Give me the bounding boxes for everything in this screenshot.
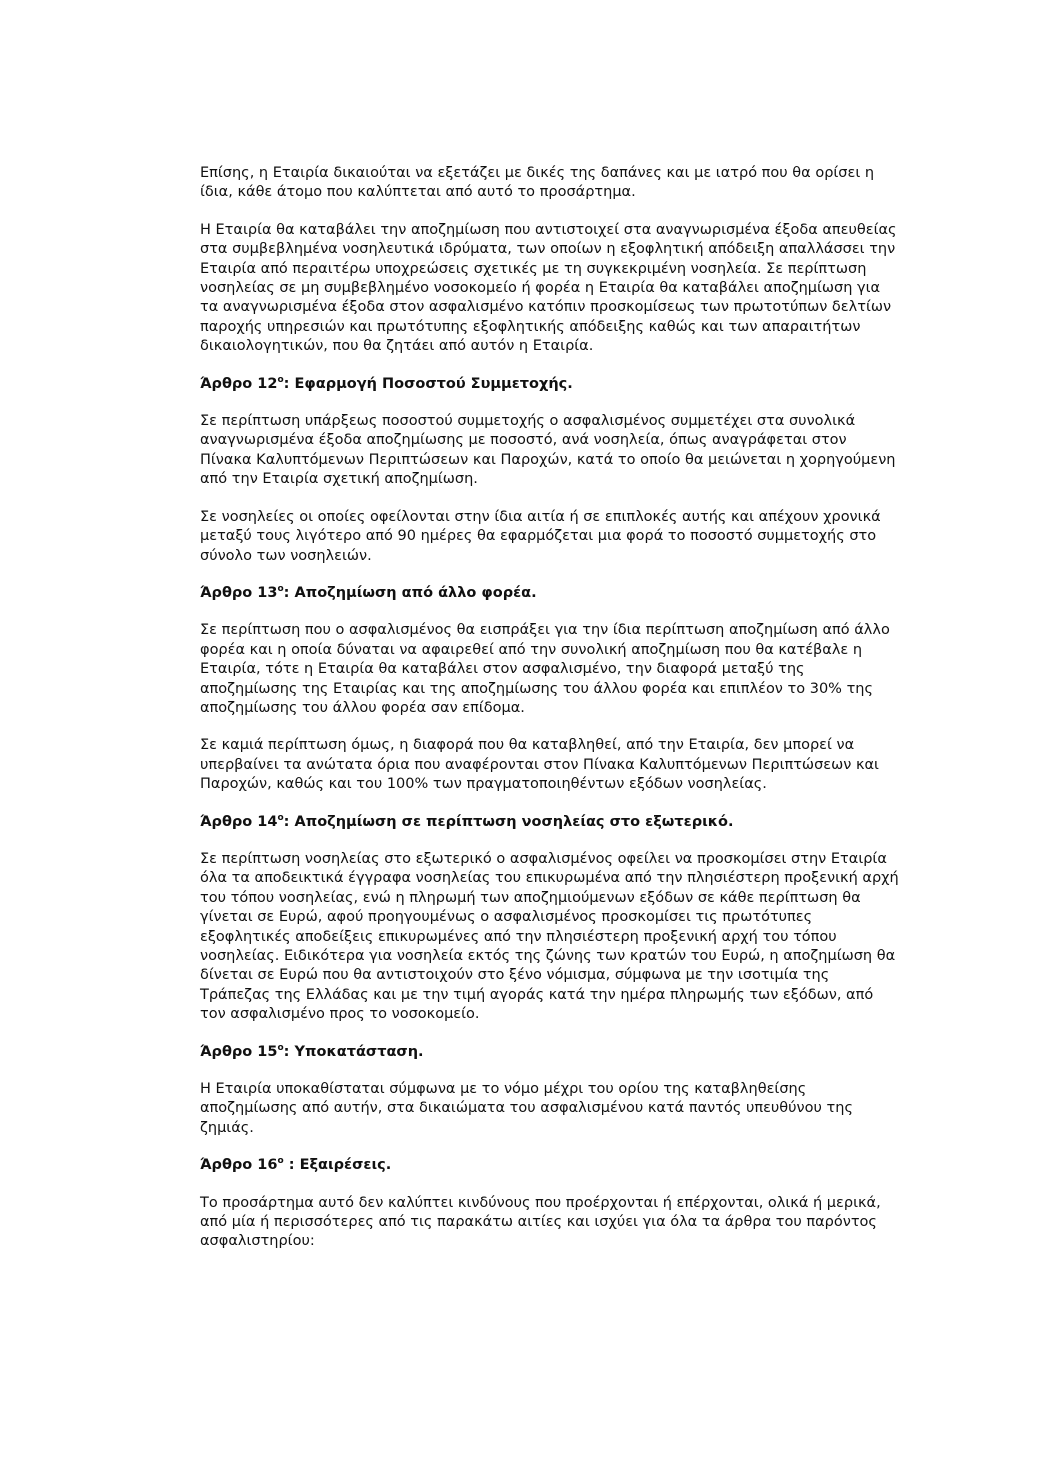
paragraph-exclusions: Το προσάρτημα αυτό δεν καλύπτει κινδύνους που προέρχονται ή επέρχονται, ολικά ή μερικά, από μία ή περισσότερες από τις παρακάτω αιτίες και ισχύει για όλα τα άρθρα του παρόντος ασφαλιστηρίου: bbox=[200, 1194, 881, 1250]
paragraph-other-carrier-compensation: Σε περίπτωση που ο ασφαλισμένος θα εισπράξει για την ίδια περίπτωση αποζημίωση από άλλο φορέα και η οποία δύναται να αφαιρεθεί από την συνολική αποζημίωση που θα κατέβαλε η Εταιρία, τότε η Εταιρία θα καταβάλει στον ασφαλισμένο, την διαφορά μεταξύ της αποζημίωσης της Εταιρίας και της αποζημίωσης του άλλου φορέα και επιπλέον το 30% της αποζημίωσης του άλλου φορέα σαν επίδομα. bbox=[200, 622, 890, 716]
heading-article-16-prefix: Άρθρο 16 bbox=[200, 1157, 278, 1174]
heading-article-12-suffix: : Εφαρμογή Ποσοστού Συμμετοχής. bbox=[283, 375, 573, 392]
paragraph-compensation-limits: Σε καμιά περίπτωση όμως, η διαφορά που θα καταβληθεί, από την Εταιρία, δεν μπορεί να υπερβαίνει τα ανώτατα όρια που αναφέρονται στον Πίνακα Καλυπτόμενων Περιπτώσεων και Παροχών, καθώς και του 100% των πραγματοποιηθέντων εξόδων νοσηλείας. bbox=[200, 737, 879, 793]
heading-article-14-sup: ο bbox=[277, 812, 284, 823]
paragraph-company-examination: Επίσης, η Εταιρία δικαιούται να εξετάζει με δικές της δαπάνες και με ιατρό που θα ορίσει η ίδια, κάθε άτομο που καλύπτεται από αυτό το προσάρτημα. bbox=[200, 165, 875, 201]
paragraph-direct-payment: Η Εταιρία θα καταβάλει την αποζημίωση που αντιστοιχεί στα αναγνωρισμένα έξοδα απευθείας στα συμβεβλημένα νοσηλευτικά ιδρύματα, των οποίων η εξοφλητική απόδειξη απαλλάσσει την Εταιρία από περαιτέρω υποχρεώσεις σχετικές με τη συγκεκριμένη νοσηλεία. Σε περίπτωση νοσηλείας σε μη συμβεβλημένο νοσοκομείο ή φορέα η Εταιρία θα καταβάλει αποζημίωση για τα αναγνωρισμένα έξοδα στον ασφαλισμένο κατόπιν προσκομίσεως των πρωτοτύπων δελτίων παροχής υπηρεσιών και πρωτότυπης εξοφλητικής απόδειξης καθώς και των απαραιτήτων δικαιολογητικών, που θα ζητάει από αυτόν η Εταιρία. bbox=[200, 221, 897, 355]
heading-article-12-prefix: Άρθρο 12 bbox=[200, 375, 278, 392]
heading-article-14 bbox=[200, 813, 900, 832]
paragraph-repeat-hospitalization: Σε νοσηλείες οι οποίες οφείλονται στην ίδια αιτία ή σε επιπλοκές αυτής και απέχουν χρονικά μεταξύ τους λιγότερο από 90 ημέρες θα εφαρμόζεται μια φορά το ποσοστό συμμετοχής στο σύνολο των νοσηλειών. bbox=[200, 508, 881, 564]
heading-article-16-suffix: : Εξαιρέσεις. bbox=[283, 1157, 392, 1174]
heading-article-12-sup: ο bbox=[277, 374, 284, 385]
document-body bbox=[200, 164, 900, 1270]
heading-article-15-prefix: Άρθρο 15 bbox=[200, 1043, 278, 1060]
heading-article-14-suffix: : Αποζημίωση σε περίπτωση νοσηλείας στο εξωτερικό. bbox=[283, 813, 734, 830]
heading-article-13-sup: ο bbox=[277, 584, 284, 595]
paragraph-subrogation: Η Εταιρία υποκαθίσταται σύμφωνα με το νόμο μέχρι του ορίου της καταβληθείσης αποζημίωσης από αυτήν, στα δικαιώματα του ασφαλισμένου κατά παντός υπευθύνου της ζημιάς. bbox=[200, 1081, 853, 1136]
paragraph-abroad-hospitalization: Σε περίπτωση νοσηλείας στο εξωτερικό ο ασφαλισμένος οφείλει να προσκομίσει στην Εταιρία όλα τα αποδεικτικά έγγραφα νοσηλείας του επικυρωμένα από την πλησιέστερη προξενική αρχή του τόπου νοσηλείας, ενώ η πληρωμή των αποζημιούμενων εξόδων σε κάθε περίπτωση θα γίνεται σε Ευρώ, αφού προηγουμένως ο ασφαλισμένος προσκομίσει τις πρωτότυπες εξοφλητικές αποδείξεις επικυρωμένες από την πλησιέστερη προξενική αρχή του τόπου νοσηλείας. Ειδικότερα για νοσηλεία εκτός της ζώνης των κρατών του Ευρώ, η αποζημίωση θα δίνεται σε Ευρώ που θα αντιστοιχούν στο ξένο νόμισμα, σύμφωνα με την ισοτιμία της Τράπεζας της Ελλάδας και με την τιμή αγοράς κατά την ημέρα πληρωμής των εξόδων, από τον ασφαλισμένο προς το νοσοκομείο. bbox=[200, 850, 899, 1023]
heading-article-13 bbox=[200, 584, 900, 603]
heading-article-13-prefix: Άρθρο 13 bbox=[200, 584, 278, 601]
heading-article-13-suffix: : Αποζημίωση από άλλο φορέα. bbox=[283, 584, 537, 601]
paragraph-participation-percentage: Σε περίπτωση υπάρξεως ποσοστού συμμετοχής ο ασφαλισμένος συμμετέχει στα συνολικά αναγνωρισμένα έξοδα αποζημίωσης με ποσοστό, ανά νοσηλεία, όπως αναγράφεται στον Πίνακα Καλυπτόμενων Περιπτώσεων και Παροχών, κατά το οποίο θα μειώνεται η χορηγούμενη από την Εταιρία σχετική αποζημίωση. bbox=[200, 413, 896, 488]
heading-article-12 bbox=[200, 375, 900, 394]
heading-article-15 bbox=[200, 1043, 900, 1062]
heading-article-14-prefix: Άρθρο 14 bbox=[200, 813, 278, 830]
heading-article-16-sup: ο bbox=[277, 1156, 284, 1167]
heading-article-15-suffix: : Υποκατάσταση. bbox=[283, 1043, 424, 1060]
heading-article-16 bbox=[200, 1156, 900, 1175]
heading-article-15-sup: ο bbox=[277, 1042, 284, 1053]
